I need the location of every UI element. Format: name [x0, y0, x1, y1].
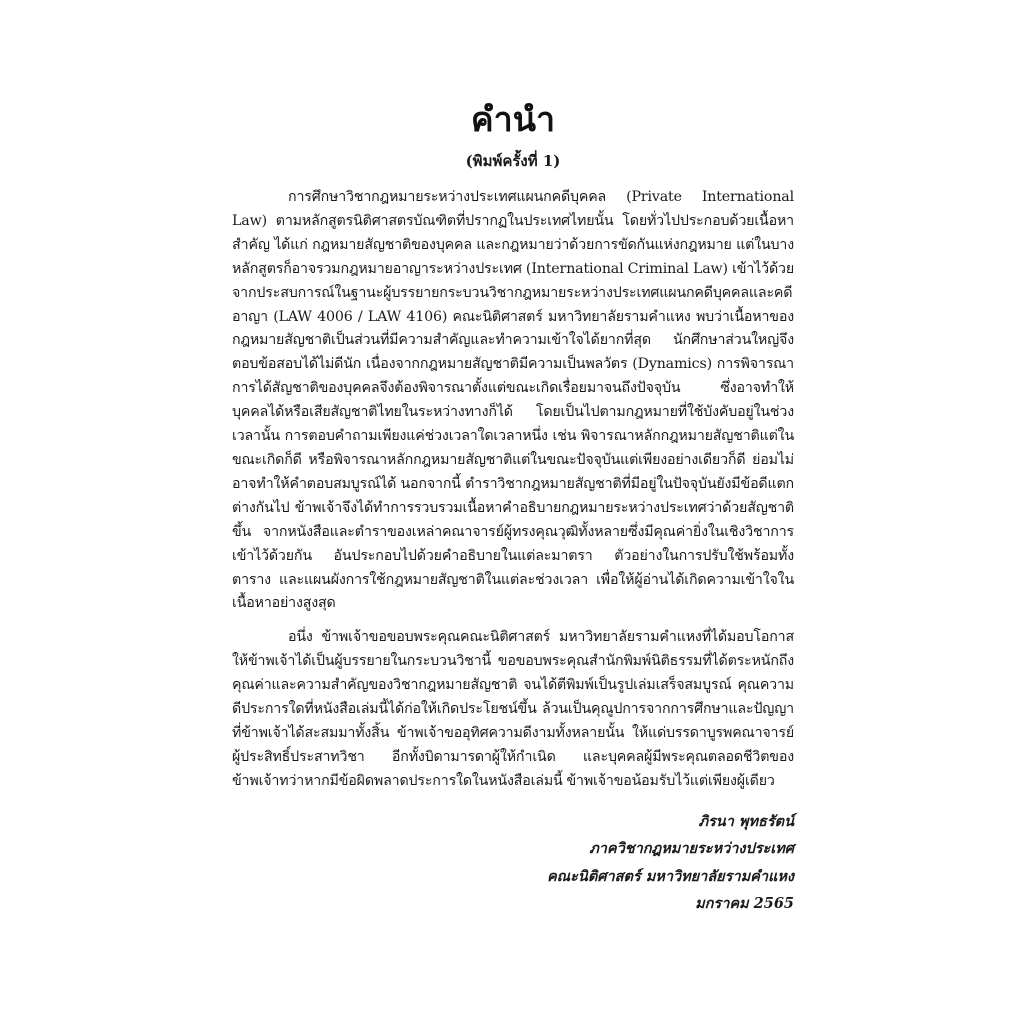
author-name: ภิรนา พุทธรัตน์ [698, 812, 794, 830]
author-department: ภาควิชากฎหมายระหว่างประเทศ [589, 840, 794, 858]
preface-page [232, 96, 794, 918]
signature-block [232, 808, 794, 918]
page-title: คำนำ [470, 100, 556, 140]
author-faculty: คณะนิติศาสตร์ มหาวิทยาลัยรามคำแหง [546, 867, 794, 885]
edition-subtitle: (พิมพ์ครั้งที่ 1) [465, 152, 561, 170]
signature-date: มกราคม 2565 [695, 895, 794, 913]
paragraph-acknowledgement: อนึ่ง ข้าพเจ้าขอขอบพระคุณคณะนิติศาสตร์ มหาวิทยาลัยรามคำแหงที่ได้มอบโอกาสให้ข้าพเจ้าได้เป็นผู้บรรยายในกระบวนวิชานี้ ขอขอบพระคุณสำนักพิมพ์นิติธรรมที่ได้ตระหนักถึงคุณค่าและความสำคัญของวิชากฎหมายสัญชาติ จนได้ตีพิมพ์เป็นรูปเล่มเสร็จสมบูรณ์ คุณความดีประการใดที่หนังสือเล่มนี้ได้ก่อให้เกิดประโยชน์ขึ้น ล้วนเป็นคุณูปการจากการศึกษาและปัญญาที่ข้าพเจ้าได้สะสมมาทั้งสิ้น ข้าพเจ้าขออุทิศความดีงามทั้งหลายนั้น ให้แด่บรรดาบูรพคณาจารย์ผู้ประสิทธิ์ประสาทวิชา อีกทั้งบิดามารดาผู้ให้กำเนิด และบุคคลผู้มีพระคุณตลอดชีวิตของข้าพเจ้าทว่าหากมีข้อผิดพลาดประการใดในหนังสือเล่มนี้ ข้าพเจ้าขอน้อมรับไว้แต่เพียงผู้เดียว [232, 629, 794, 789]
paragraph-intro: การศึกษาวิชากฎหมายระหว่างประเทศแผนกคดีบุคคล (Private International Law) ตามหลักสูตรนิติศาสตรบัณฑิตที่ปรากฏในประเทศไทยนั้น โดยทั่วไปประกอบด้วยเนื้อหาสำคัญ ได้แก่ กฎหมายสัญชาติของบุคคล และกฎหมายว่าด้วยการขัดกันแห่งกฎหมาย แต่ในบางหลักสูตรก็อาจรวมกฎหมายอาญาระหว่างประเทศ (International Criminal Law) เข้าไว้ด้วย จากประสบการณ์ในฐานะผู้บรรยายกระบวนวิชากฎหมายระหว่างประเทศแผนกคดีบุคคลและคดีอาญา (LAW 4006 / LAW 4106) คณะนิติศาสตร์ มหาวิทยาลัยรามคำแหง พบว่าเนื้อหาของกฎหมายสัญชาติเป็นส่วนที่มีความสำคัญและทำความเข้าใจได้ยากที่สุด นักศึกษาส่วนใหญ่จึงตอบข้อสอบได้ไม่ดีนัก เนื่องจากกฎหมายสัญชาติมีความเป็นพลวัตร (Dynamics) การพิจารณาการได้สัญชาติของบุคคลจึงต้องพิจารณาตั้งแต่ขณะเกิดเรื่อยมาจนถึงปัจจุบัน ซึ่งอาจทำให้บุคคลได้หรือเสียสัญชาติไทยในระหว่างทางก็ได้ โดยเป็นไปตามกฎหมายที่ใช้บังคับอยู่ในช่วงเวลานั้น การตอบคำถามเพียงแค่ช่วงเวลาใดเวลาหนึ่ง เช่น พิจารณาหลักกฎหมายสัญชาติแต่ในขณะเกิดก็ดี หรือพิจารณาหลักกฎหมายสัญชาติแต่ในขณะปัจจุบันแต่เพียงอย่างเดียวก็ดี ย่อมไม่อาจทำให้คำตอบสมบูรณ์ได้ นอกจากนี้ ตำราวิชากฎหมายสัญชาติที่มีอยู่ในปัจจุบันยังมีข้อดีแตกต่างกันไป ข้าพเจ้าจึงได้ทำการรวบรวมเนื้อหาคำอธิบายกฎหมายระหว่างประเทศว่าด้วยสัญชาติขึ้น จากหนังสือและตำราของเหล่าคณาจารย์ผู้ทรงคุณวุฒิทั้งหลายซึ่งมีคุณค่ายิ่งในเชิงวิชาการเข้าไว้ด้วยกัน อันประกอบไปด้วยคำอธิบายในแต่ละมาตรา ตัวอย่างในการปรับใช้พร้อมทั้งตาราง และแผนผังการใช้กฎหมายสัญชาติในแต่ละช่วงเวลา เพื่อให้ผู้อ่านได้เกิดความเข้าใจในเนื้อหาอย่างสูงสุด [232, 189, 794, 612]
